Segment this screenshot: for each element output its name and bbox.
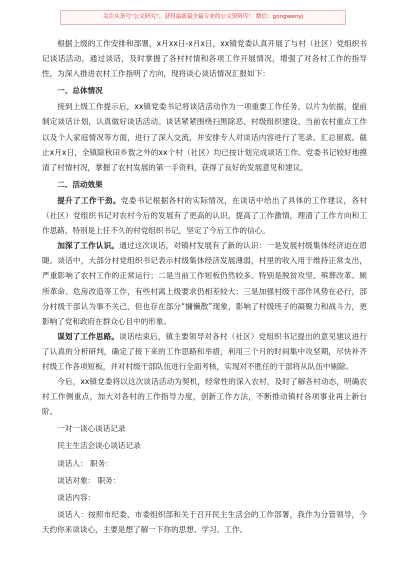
effect-paragraph-2 — [42, 238, 367, 329]
overview-paragraph: 接到上级工作提示后，xx镇党委书记将谈话活动作为一项重要工作任务，以片为依据，提前制定谈话计划，认真做好谈话活动。谈话紧紧围绕扫黑除恶、村级组织建设、当前农村重点工作以及个人家庭情况等方面，进行了深入交流，并安排专人对谈话内容进行了笔录、汇总留底。截止x月x日，全镇除秋田乡敖之外的xx个村（社区）均已按计划完成谈话工作。党委书记较好地摸清了村情村况，掌握了农村发展的第一手资料，获得了良好的发展意见和建议。 — [42, 102, 367, 172]
effect-1-lead: 提升了工作干劲。 — [57, 195, 121, 205]
section-heading-effects: 二、活动效果 — [57, 179, 103, 189]
document-body — [42, 36, 367, 537]
effect-3-lead: 谋划了工作思路。 — [57, 331, 120, 341]
content-label: 谈话内容： — [57, 492, 96, 502]
effect-paragraph-3 — [42, 329, 367, 374]
intro-paragraph: 根据上级的工作安排和部署，x月xx日-x月x日，xx镇党委认真开展了与村（社区）党组织书记谈话活动，通过谈话，及时掌握了各村村情和各项工作开展情况，增强了对各村工作的指导性，为深入推进农村工作指明了方向，现将谈心谈话情况汇报如下： — [42, 39, 367, 79]
effect-paragraph-1 — [42, 193, 367, 238]
effect-3-body: 谈话结束后，镇主要领导对各村（社区）党组织书记提出的意见建议进行了认真的分析研判，确定了接下来的工作思路和举措，利用三个月的时间集中攻坚期，尽快补齐村级工作各项短板，并对村级干部队伍进行全面考核，实现对不胜任的干部将从队伍中剔除。 — [42, 331, 368, 371]
content-text: 谈话人：按照市纪委、市委组织部和关于召开民主生活会的工作部署，我作为分管领导，今天约你来谈谈心，主要是想了解一下你的思想、学习、工作、 — [42, 509, 367, 534]
attachment-title: 一对一谈心谈话记录 — [57, 424, 126, 434]
effect-2-lead: 加深了工作认识。 — [57, 241, 120, 251]
talker-line: 谈话人： 职务： — [57, 458, 113, 468]
effect-2-body: 通过这次谈话，对镇村发展有了新的认识：一是发展村级集体经济迫在眉睫。谈话中，大部分村党组织书记表示村级集体经济发展薄弱，村里的收入用于维持正常支出，严重影响了农村工作的正常运行；二是当前工作短板仍然较多。特别是脱贫攻坚、殡葬改革、厕所革命、危房改造等工作，有些村离上级要求仍相差较大；三是加强村级干部作风势在必行，部分村级干部认为事不关己，但也存在部分“慵懒散”现象，影响了村级班子的凝聚力和战斗力，更影响了党和政府在群众心目中的形象。 — [42, 241, 368, 326]
top-banner: 关注头条号“公文研究”，获得最新最全最专业的公文资料库！ 微信：gongwenyj — [60, 10, 346, 25]
closing-paragraph: 今后，xx镇党委将以这次谈话活动为契机，经常性的深入农村，及时了解各村动态，明确农村工作侧重点，加大对各村的工作指导力度，创新工作方法，不断推动镇村各项事业再上新台阶。 — [42, 377, 367, 417]
section-heading-overview: 一、总体情况 — [57, 86, 103, 96]
effect-1-body: 党委书记根据各村的实际情况，在谈话中给出了具体的工作建议，各村（社区）党组织书记对农村今后的发展有了更高的认识，提高了工作激情，理清了工作方向和工作思路，特别是上任不久的村党组织书记，坚定了今后工作的信心。 — [42, 195, 367, 236]
attachment-subtitle: 民主生活会谈心谈话记录 — [57, 441, 141, 451]
target-line: 谈话对象： 职务： — [57, 475, 121, 485]
